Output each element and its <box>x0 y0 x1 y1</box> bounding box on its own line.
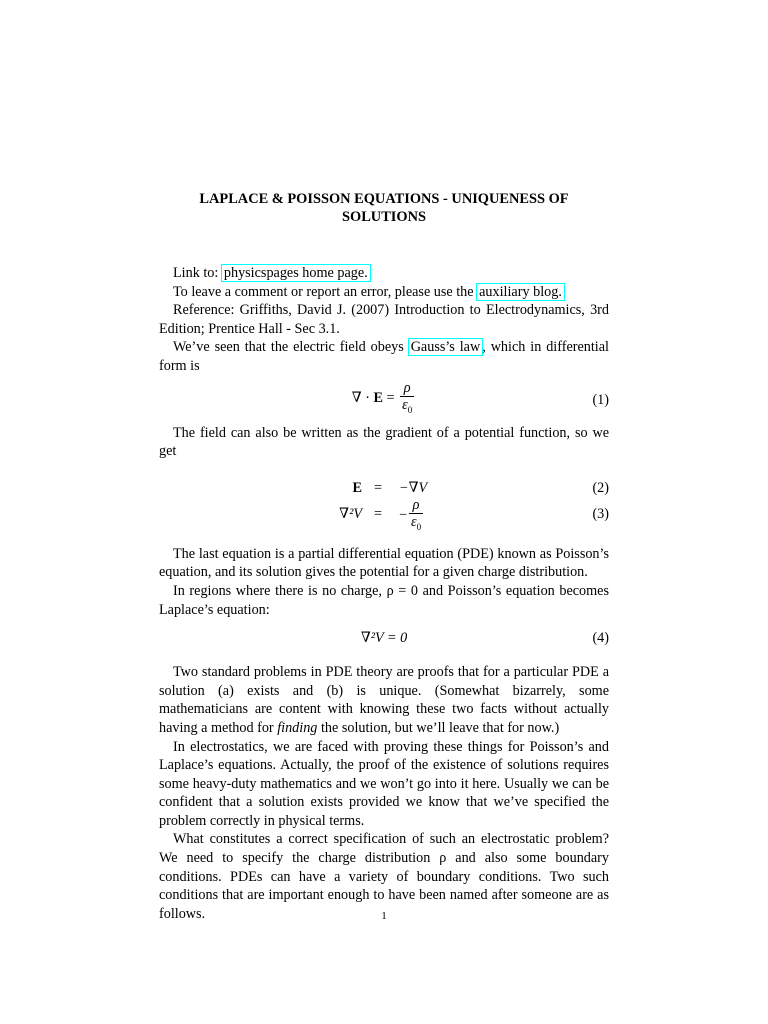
equation-1: ∇ · E = $\frac{\rho}{\varepsilon_0}$ (1) <box>159 380 609 418</box>
gradient-paragraph: The field can also be written as the gradient of a potential function, so we get <box>159 424 609 460</box>
equation-number: (4) <box>592 630 609 647</box>
equation-3: ∇²V = − $\frac{\rho}{\varepsilon_0}$ (3) <box>159 497 609 521</box>
equation-4: ∇²V = 0 (4) <box>360 630 609 647</box>
gauss-law-link[interactable]: Gauss’s law <box>408 338 484 356</box>
equation-array-2-3 <box>159 479 609 537</box>
home-page-link[interactable]: physicspages home page. <box>221 264 371 282</box>
equation-number: (1) <box>592 391 609 408</box>
specification-paragraph: What constitutes a correct specification of such an electrostatic problem? We need to specify the charge distribution ρ and also some boundary conditions. PDEs can have a variety of boundary conditions. Two such conditions that are important enough to have been named after someone are as follows. <box>159 831 609 922</box>
equation-2: E = −∇V (2) <box>352 479 609 496</box>
home-link-line: Link to: physicspages home page. <box>159 264 609 283</box>
equation-number: (2) <box>592 479 609 496</box>
rho-over-epsilon: $\frac{\rho}{\varepsilon_0}$ <box>411 496 422 532</box>
standard-problems-paragraph: Two standard problems in PDE theory are proofs that for a particular PDE a solution (a) exists and (b) is unique. (Somewhat bizarrely, some mathematicians are content with knowing these two facts without actually having a method for finding the solution, but we’ll leave that for now.) <box>159 664 609 736</box>
electrostatics-paragraph: In electrostatics, we are faced with proving these things for Poisson’s and Laplace’s equations. Actually, the proof of the existence of solutions requires some heavy-duty mathematics and we won’t go into it here. Usually we can be confident that a solution exists provided we know that we’ve specified the problem correctly in physical terms. <box>159 738 609 829</box>
laplace-paragraph: In regions where there is no charge, ρ = 0 and Poisson’s equation becomes Laplace’s equation: <box>159 582 609 618</box>
reference-paragraph: Reference: Griffiths, David J. (2007) Introduction to Electrodynamics, 3rd Edition; Prentice Hall - Sec 3.1. <box>159 302 609 337</box>
auxiliary-blog-link[interactable]: auxiliary blog. <box>476 283 565 301</box>
rho-over-epsilon: $\frac{\rho}{\varepsilon_0}$ <box>402 379 413 415</box>
page-number: 1 <box>381 910 387 922</box>
page-title: LAPLACE & POISSON EQUATIONS - UNIQUENESS OF SOLUTIONS <box>199 191 569 225</box>
equation-number: (3) <box>592 505 609 522</box>
comment-line: To leave a comment or report an error, please use the auxiliary blog. <box>159 283 609 302</box>
document-page <box>159 190 609 923</box>
gauss-paragraph: We’ve seen that the electric field obeys Gauss’s law , which in differential form is <box>159 339 609 374</box>
poisson-paragraph: The last equation is a partial differential equation (PDE) known as Poisson’s equation, and its solution gives the potential for a given charge distribution. <box>159 545 609 581</box>
